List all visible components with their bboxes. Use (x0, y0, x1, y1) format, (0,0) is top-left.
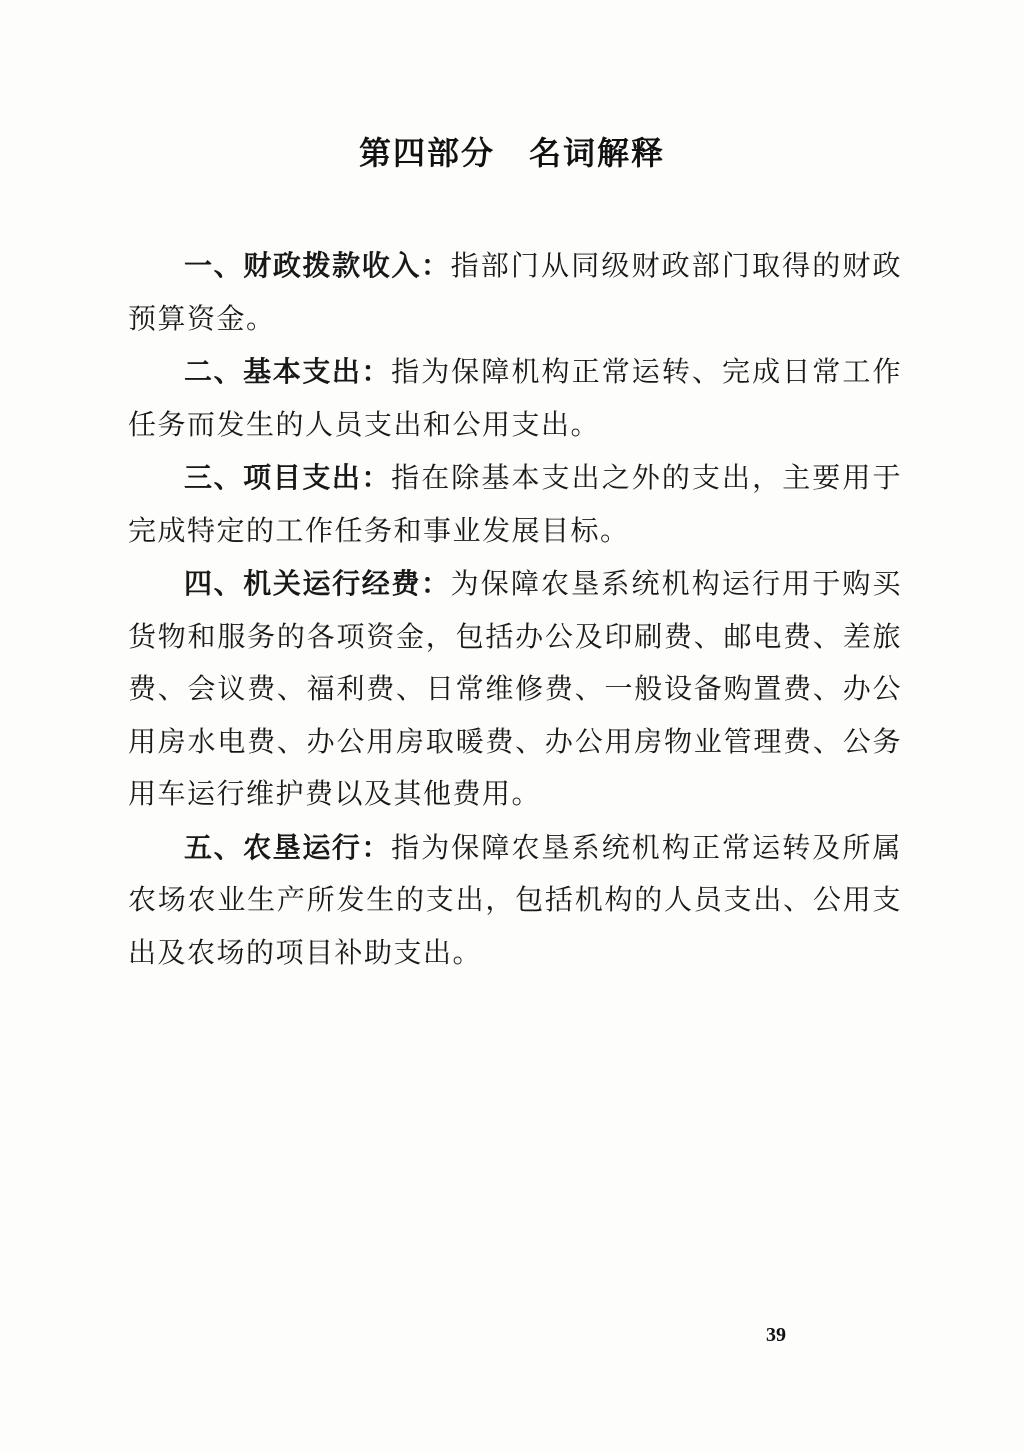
definition-paragraph-1 (128, 240, 902, 346)
page-title: 第四部分 名词解释 (358, 134, 665, 172)
definition-text: 为保障农垦系统机构运行用于购买货物和服务的各项资金，包括办公及印刷费、邮电费、差旅费、会议费、福利费、日常维修费、一般设备购置费、办公用房水电费、办公用房取暖费、办公用房物业管理费、公务用车运行维护费以及其他费用。 (128, 569, 902, 810)
definition-paragraph-5 (128, 822, 902, 981)
term-label: 三、项目支出： (184, 461, 392, 494)
definition-text: 指为保障机构正常运转、完成日常工作任务而发生的人员支出和公用支出。 (128, 357, 902, 441)
definition-paragraph-3 (128, 452, 902, 558)
term-label: 一、财政拨款收入： (184, 249, 451, 282)
term-label: 四、机关运行经费： (184, 567, 451, 600)
term-label: 二、基本支出： (184, 355, 392, 388)
page-number: 39 (766, 1324, 786, 1346)
definition-text: 指部门从同级财政部门取得的财政预算资金。 (128, 251, 902, 335)
definition-text: 指为保障农垦系统机构正常运转及所属农场农业生产所发生的支出，包括机构的人员支出、公用支出及农场的项目补助支出。 (128, 832, 902, 969)
definition-paragraph-2 (128, 346, 902, 452)
definition-paragraph-4 (128, 558, 902, 822)
definition-text: 指在除基本支出之外的支出，主要用于完成特定的工作任务和事业发展目标。 (128, 463, 902, 547)
term-label: 五、农垦运行： (184, 830, 392, 864)
document-body (128, 240, 902, 980)
